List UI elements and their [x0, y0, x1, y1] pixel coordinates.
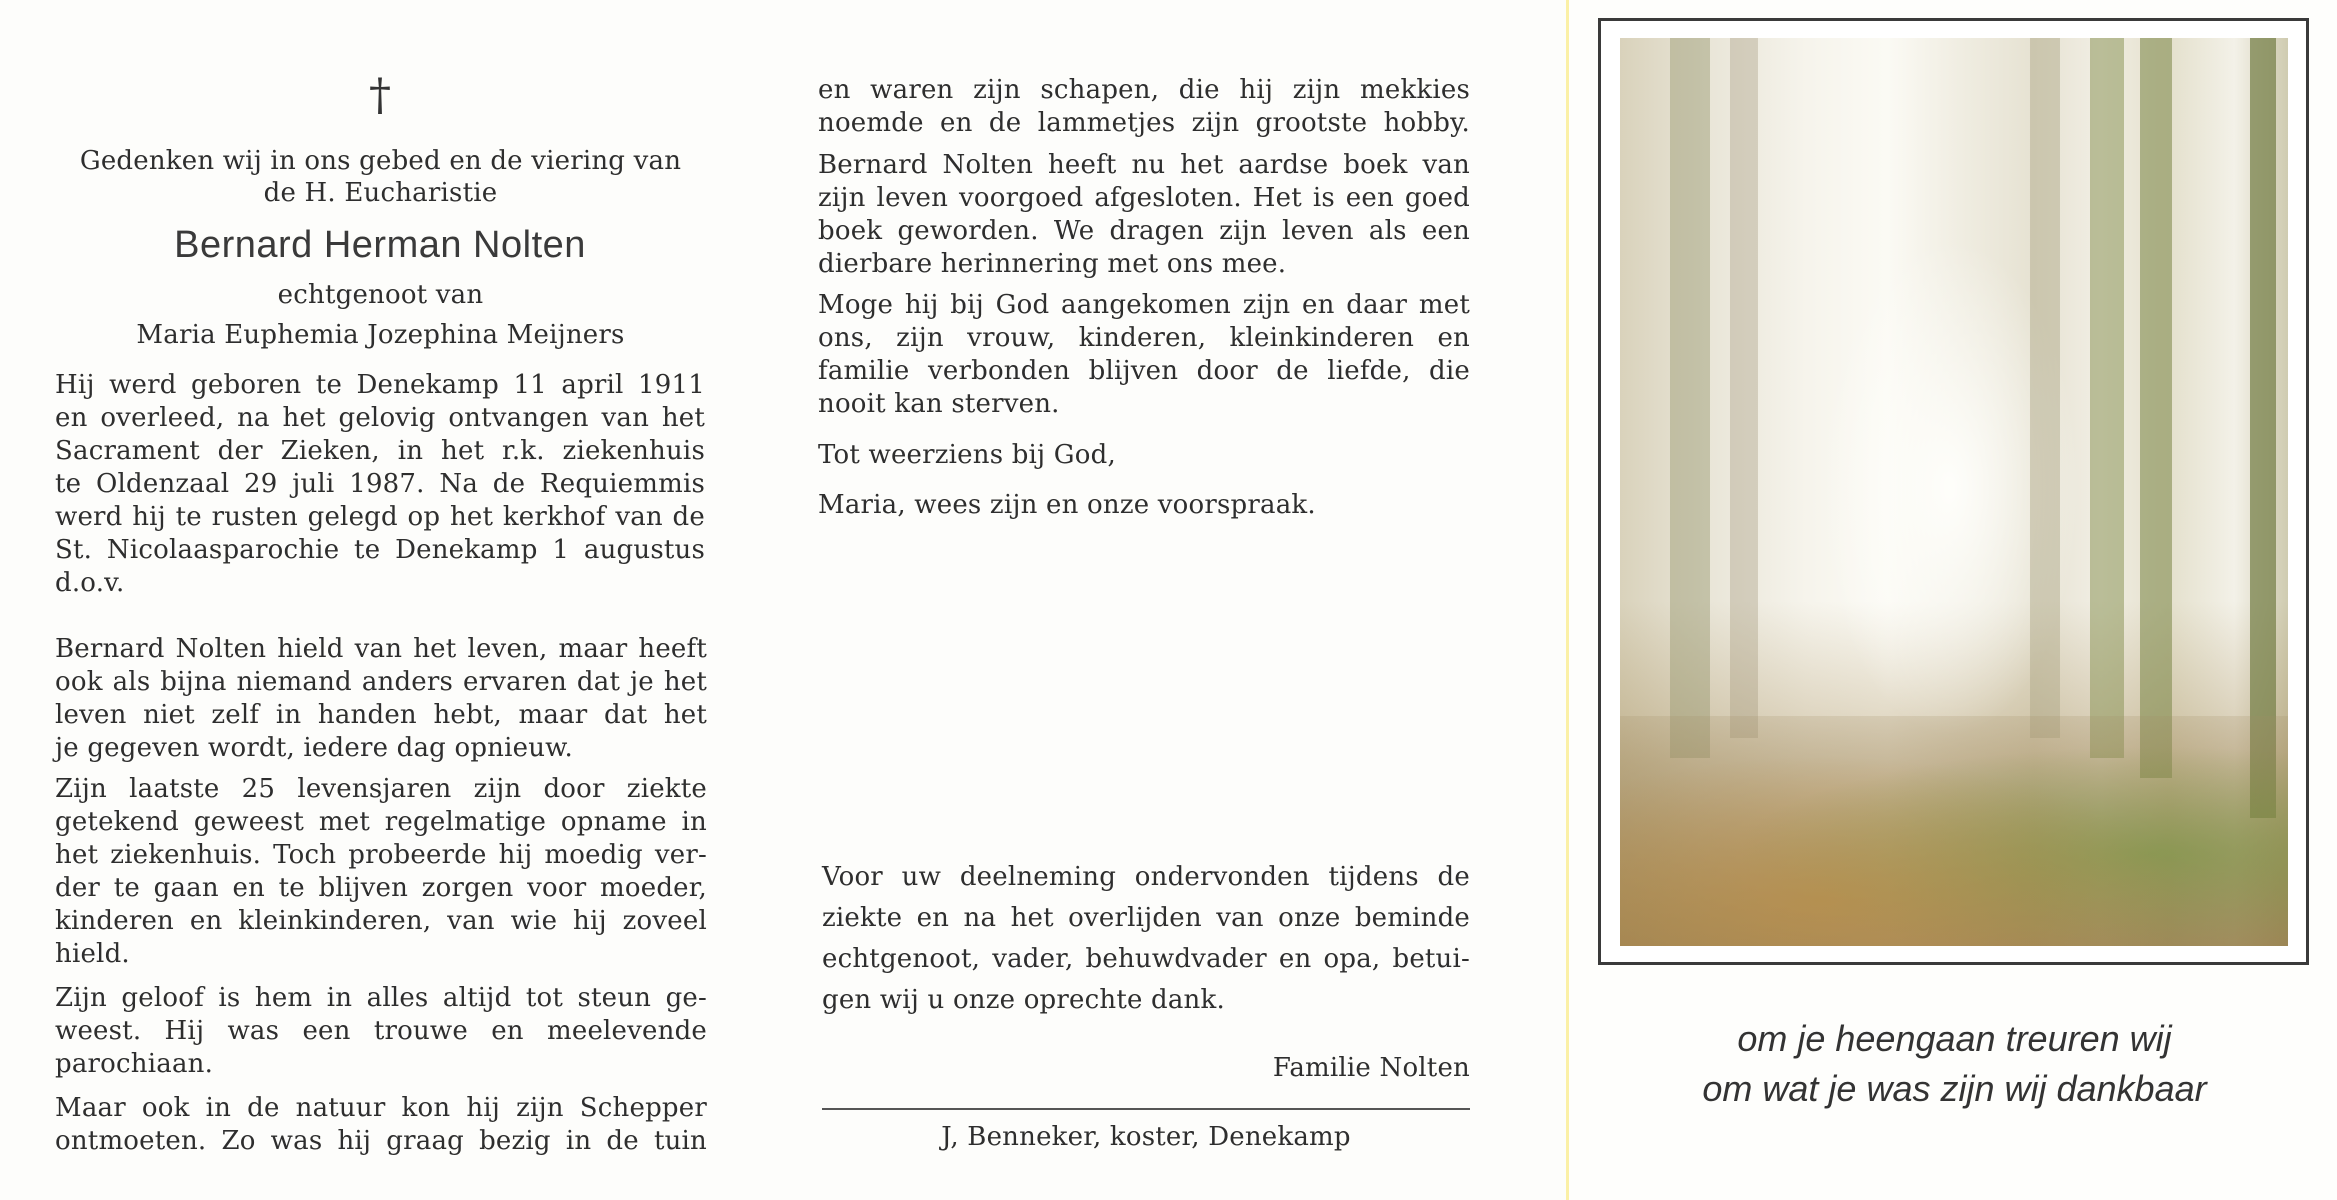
text-line: parochiaan. — [55, 1049, 214, 1079]
spouse-name: Maria Euphemia Jozephina Meijners — [136, 320, 625, 350]
text-line: te Oldenzaal 29 juli 1987. Na de Requiemmis — [55, 469, 705, 499]
tree-trunk — [2030, 38, 2060, 738]
photo-frame — [1598, 18, 2309, 965]
tree-trunk — [1670, 38, 1710, 758]
printer-credit: J, Benneker, koster, Denekamp — [941, 1122, 1351, 1152]
text-line: Moge hij bij God aangekomen zijn en daar met — [818, 290, 1470, 320]
text-line: ons, zijn vrouw, kinderen, kleinkinderen en — [818, 323, 1470, 353]
text-line: Zijn geloof is hem in alles altijd tot steun ge- — [55, 983, 707, 1013]
left-page — [0, 0, 760, 1200]
tree-trunk — [2250, 38, 2276, 818]
text-line: Bernard Nolten hield van het leven, maar heeft — [55, 634, 707, 664]
right-page — [1566, 0, 2337, 1200]
text-line: familie verbonden blijven door de liefde, die — [818, 356, 1470, 386]
signature: Familie Nolten — [1272, 1053, 1470, 1083]
text-line: gen wij u onze oprechte dank. — [822, 985, 1225, 1015]
text-line: ontmoeten. Zo was hij graag bezig in de tuin — [55, 1126, 707, 1156]
text-line: ziekte en na het overlijden van onze beminde — [822, 903, 1470, 933]
text-line: dierbare herinnering met ons mee. — [818, 249, 1287, 279]
text-line: boek geworden. We dragen zijn leven als een — [818, 216, 1470, 246]
text-line: St. Nicolaasparochie te Denekamp 1 augustus — [55, 535, 705, 565]
text-line: en overleed, na het gelovig ontvangen van het — [55, 403, 705, 433]
text-line: Zijn laatste 25 levensjaren zijn door ziekte — [55, 774, 707, 804]
caption-line: om je heengaan treuren wij — [1737, 1018, 2172, 1059]
text-line: zijn leven voorgoed afgesloten. Het is een goed — [818, 183, 1470, 213]
text-line: en waren zijn schapen, die hij zijn mekkies — [818, 75, 1470, 105]
text-line: je gegeven wordt, iedere dag opnieuw. — [55, 733, 574, 763]
text-line: nooit kan sterven. — [818, 389, 1060, 419]
farewell-line: Tot weerziens bij God, — [818, 440, 1116, 470]
text-line: weest. Hij was een trouwe en meelevende — [55, 1016, 707, 1046]
text-line: ook als bijna niemand anders ervaren dat je het — [55, 667, 707, 697]
text-line: getekend geweest met regelmatige opname in — [55, 807, 707, 837]
intro-line: de H. Eucharistie — [263, 178, 498, 208]
caption-line: om wat je was zijn wij dankbaar — [1702, 1068, 2207, 1109]
tree-trunk — [2090, 38, 2124, 758]
text-line: echtgenoot, vader, behuwdvader en opa, betui- — [822, 944, 1470, 974]
text-line: Sacrament der Zieken, in het r.k. ziekenhuis — [55, 436, 705, 466]
text-line: werd hij te rusten gelegd op het kerkhof van de — [55, 502, 705, 532]
text-line: d.o.v. — [55, 568, 125, 598]
text-line: hield. — [55, 939, 130, 969]
forest-photo — [1620, 38, 2288, 946]
text-line: noemde en de lammetjes zijn grootste hobby. — [818, 108, 1470, 138]
text-line: kinderen en kleinkinderen, van wie hij zoveel — [55, 906, 707, 936]
tree-trunk — [2140, 38, 2172, 778]
text-line: Maar ook in de natuur kon hij zijn Schepper — [55, 1093, 707, 1123]
deceased-name: Bernard Herman Nolten — [174, 224, 586, 266]
cross-icon: † — [369, 70, 391, 121]
prayer-line: Maria, wees zijn en onze voorspraak. — [818, 490, 1316, 520]
intro-line: Gedenken wij in ons gebed en de viering van — [79, 146, 682, 176]
text-line: Hij werd geboren te Denekamp 11 april 1911 — [55, 370, 705, 400]
text-line: het ziekenhuis. Toch probeerde hij moedig ver- — [55, 840, 707, 870]
divider-rule — [822, 1108, 1470, 1110]
text-line: der te gaan en te blijven zorgen voor moeder, — [55, 873, 707, 903]
leaf-covered-path — [1620, 716, 2288, 946]
spouse-label: echtgenoot van — [277, 280, 484, 310]
text-line: Bernard Nolten heeft nu het aardse boek van — [818, 150, 1470, 180]
text-line: leven niet zelf in handen hebt, maar dat het — [55, 700, 707, 730]
tree-trunk — [1730, 38, 1758, 738]
text-line: Voor uw deelneming ondervonden tijdens de — [822, 862, 1470, 892]
